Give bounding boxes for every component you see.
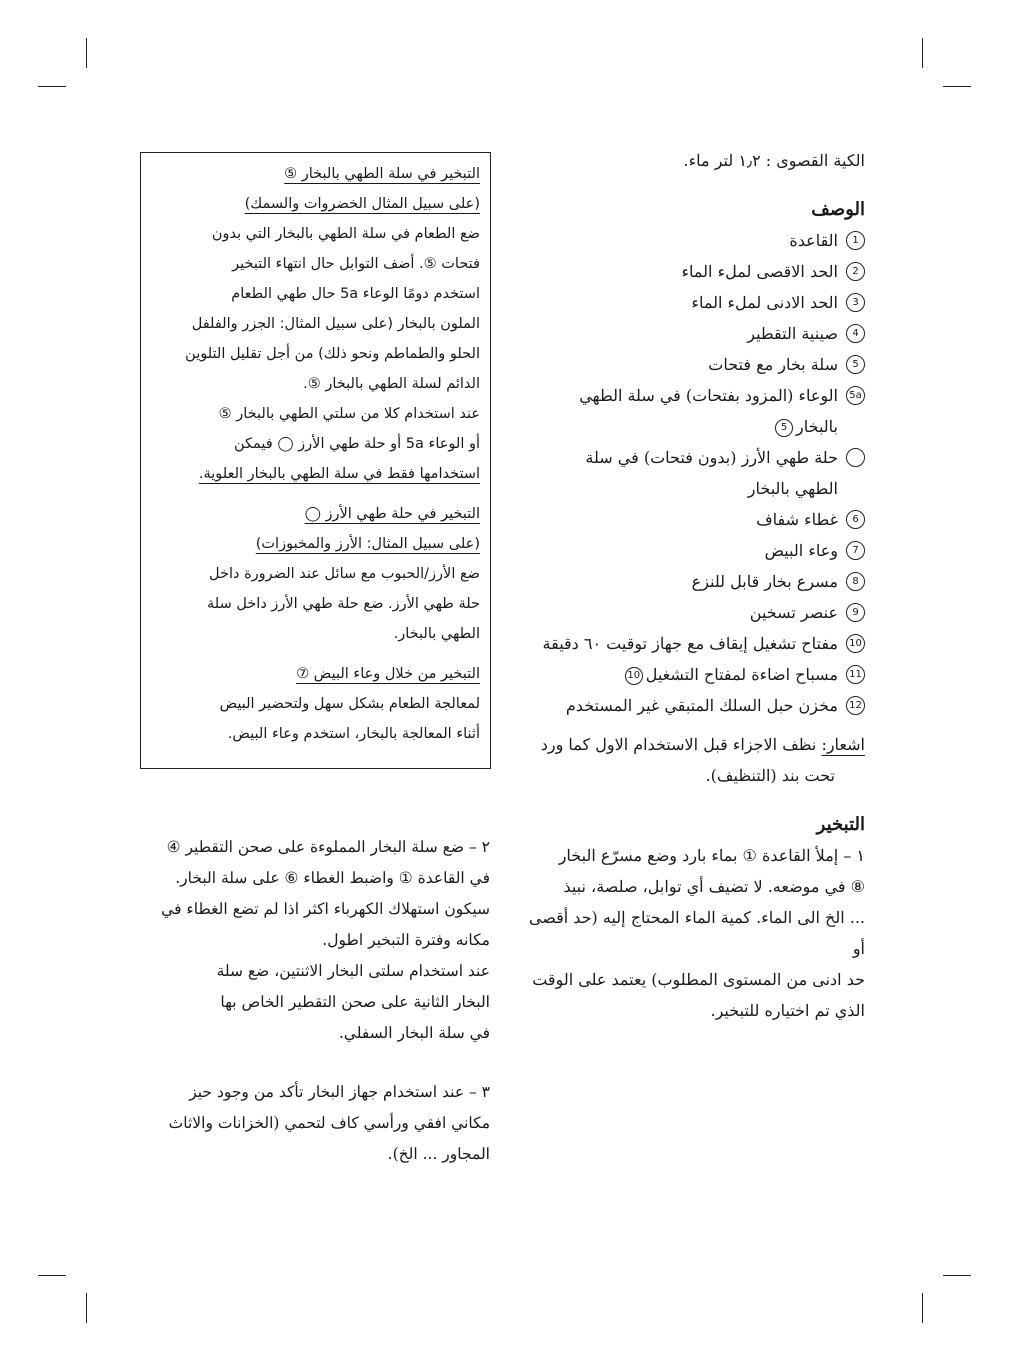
box-section2-subtitle: (على سبيل المثال: الأرز والمخبوزات) (255, 536, 480, 552)
box-line: الدائم لسلة الطهي بالبخار ⑤. (303, 376, 480, 392)
step3-line: ٣ – عند استخدام جهاز البخار تأكد من وجود حيز (189, 1083, 490, 1101)
item-number-badge: 3 (846, 293, 865, 312)
capacity-line: الكية القصوى : ١٫٢ لتر ماء. (683, 151, 865, 170)
item-label: عنصر تسخين (749, 603, 838, 622)
item-label: مسرع بخار قابل للنزع (691, 572, 838, 591)
crop-mark (86, 38, 87, 68)
step2-subtext (140, 956, 490, 1049)
description-heading: الوصف (811, 199, 865, 220)
crop-mark (943, 1275, 971, 1276)
description-item (515, 504, 865, 535)
box-section2-text (151, 559, 480, 649)
item-label: مسباح اضاءة لمفتاح التشغيل10 (515, 659, 838, 690)
step2-sub-line: في سلة البخار السفلي. (338, 1024, 490, 1042)
steaming-line: ... الخ الى الماء. كمية الماء المحتاج إليه (حد أقصى أو (528, 908, 865, 958)
item-number-badge: 10 (846, 634, 865, 653)
box-line: ضع الأرز/الحبوب مع سائل عند الضرورة داخل (209, 566, 480, 582)
box-section1-text (151, 219, 480, 489)
inline-number-badge: 10 (625, 667, 643, 685)
item-number-badge (846, 448, 865, 467)
item-label: الحد الاقصى لملء الماء (681, 262, 838, 281)
step2-sub-line: البخار الثانية على صحن التقطير الخاص بها (220, 993, 490, 1011)
item-label: حلة طهي الأرز (بدون فتحات) في سلة الطهي بالبخار (515, 442, 838, 504)
item-number-badge: 12 (846, 696, 865, 715)
notice-label: اشعار: (821, 735, 865, 754)
box-section3-title: التبخير من خلال وعاء البيض ⑦ (296, 666, 480, 682)
item-number-badge: 8 (846, 572, 865, 591)
item-label-continued: بالبخار5 (515, 411, 838, 442)
item-label: الوعاء (المزود بفتحات) في سلة الطهي بالبخار5 (515, 380, 838, 442)
notice (515, 729, 865, 760)
item-number-badge: 5a (846, 386, 865, 405)
notice-line2: تحت بند (التنظيف). (705, 766, 835, 785)
crop-mark (38, 1275, 66, 1276)
description-item (515, 659, 865, 690)
crop-mark (86, 1293, 87, 1323)
box-section1-title: التبخير في سلة الطهي بالبخار ⑤ (284, 166, 480, 182)
crop-mark (922, 1293, 923, 1323)
box-line: الطهي بالبخار. (393, 626, 480, 642)
steaming-line: ⑧ في موضعه. لا تضيف أي توابل، صلصة، نبيذ (563, 877, 865, 896)
item-label: الحد الادنى لملء الماء (691, 293, 838, 312)
description-item (515, 380, 865, 442)
description-item (515, 225, 865, 256)
item-label-continued: الطهي بالبخار (747, 479, 838, 498)
box-section3-text (151, 689, 480, 749)
box-line: الحلو والطماطم ونحو ذلك) من أجل تقليل التلوين (185, 346, 480, 362)
step2-line: مكانه وفترة التبخير اطول. (322, 931, 490, 949)
box-line: عند استخدام كلا من سلتي الطهي بالبخار ⑤ (218, 406, 480, 422)
description-item (515, 318, 865, 349)
item-label: صينية التقطير (747, 324, 838, 343)
right-column (515, 145, 865, 1026)
item-number-badge: 9 (846, 603, 865, 622)
step2-line: سيكون استهلاك الكهرباء اكثر اذا لم تضع الغطاء في (161, 900, 490, 918)
steaming-text (515, 840, 865, 1026)
left-lower-column (140, 832, 490, 1170)
step2-text (140, 832, 490, 956)
steaming-line: الذي تم اختياره للتبخير. (710, 1001, 865, 1020)
steaming-line: حد ادنى من المستوى المطلوب) يعتمد على الوقت (532, 970, 865, 989)
description-item (515, 442, 865, 504)
step3-line: المجاور ... الخ). (387, 1145, 490, 1163)
item-label: وعاء البيض (764, 541, 838, 560)
box-line: استخدامها فقط في سلة الطهي بالبخار العلوية. (198, 466, 480, 482)
crop-mark (922, 38, 923, 68)
description-item (515, 256, 865, 287)
item-label: غطاء شفاف (756, 510, 838, 529)
step3-line: مكاني افقي ورأسي كاف لتحمي (الخزانات والاثاث (168, 1114, 490, 1132)
box-line: لمعالجة الطعام بشكل سهل ولتحضير البيض (219, 696, 480, 712)
item-label: القاعدة (789, 231, 838, 250)
step3-text (140, 1077, 490, 1170)
step2-line: في القاعدة ① واضبط الغطاء ⑥ على سلة البخار. (175, 869, 490, 887)
item-number-badge: 11 (846, 665, 865, 684)
item-number-badge: 1 (846, 231, 865, 250)
box-section2-title: التبخير في حلة طهي الأرز ◯ (304, 506, 480, 522)
description-item (515, 535, 865, 566)
steaming-tips-box (140, 152, 491, 769)
item-number-badge: 6 (846, 510, 865, 529)
description-item (515, 287, 865, 318)
description-list (515, 225, 865, 721)
item-label: مفتاح تشغيل إيقاف مع جهاز توقيت ٦٠ دقيقة (542, 634, 838, 653)
box-line: أو الوعاء 5a أو حلة طهي الأرز ◯ فيمكن (233, 436, 480, 452)
box-line: أثناء المعالجة بالبخار، استخدم وعاء البيض. (227, 726, 480, 742)
inline-number-badge: 5 (775, 419, 793, 437)
item-label: سلة بخار مع فتحات (708, 355, 838, 374)
description-item (515, 628, 865, 659)
notice-text: نظف الاجزاء قبل الاستخدام الاول كما ورد (540, 735, 822, 754)
box-line: ضع الطعام في سلة الطهي بالبخار التي بدون (211, 226, 480, 242)
step2-sub-line: عند استخدام سلتى البخار الاثنتين، ضع سلة (216, 962, 490, 980)
box-line: استخدم دومًا الوعاء 5a حال طهي الطعام (231, 286, 480, 302)
item-number-badge: 7 (846, 541, 865, 560)
step2-line: ٢ – ضع سلة البخار المملوءة على صحن التقطير ④ (166, 838, 490, 856)
description-item (515, 690, 865, 721)
box-line: حلة طهي الأرز. ضع حلة طهي الأرز داخل سلة (207, 596, 480, 612)
description-item (515, 349, 865, 380)
item-number-badge: 4 (846, 324, 865, 343)
box-line: فتحات ⑤. أضف التوابل حال انتهاء التبخير (232, 256, 480, 272)
item-number-badge: 2 (846, 262, 865, 281)
description-item (515, 597, 865, 628)
item-number-badge: 5 (846, 355, 865, 374)
description-item (515, 566, 865, 597)
crop-mark (943, 86, 971, 87)
steaming-heading: التبخير (816, 814, 865, 835)
box-section1-subtitle: (على سبيل المثال الخضروات والسمك) (244, 196, 480, 212)
crop-mark (38, 86, 66, 87)
item-label: مخزن حبل السلك المتبقي غير المستخدم (565, 696, 838, 715)
box-line: الملون بالبخار (على سبيل المثال: الجزر والفلفل (191, 316, 480, 332)
steaming-line: ١ – إملأ القاعدة ① بماء بارد وضع مسرّع البخار (558, 846, 865, 865)
